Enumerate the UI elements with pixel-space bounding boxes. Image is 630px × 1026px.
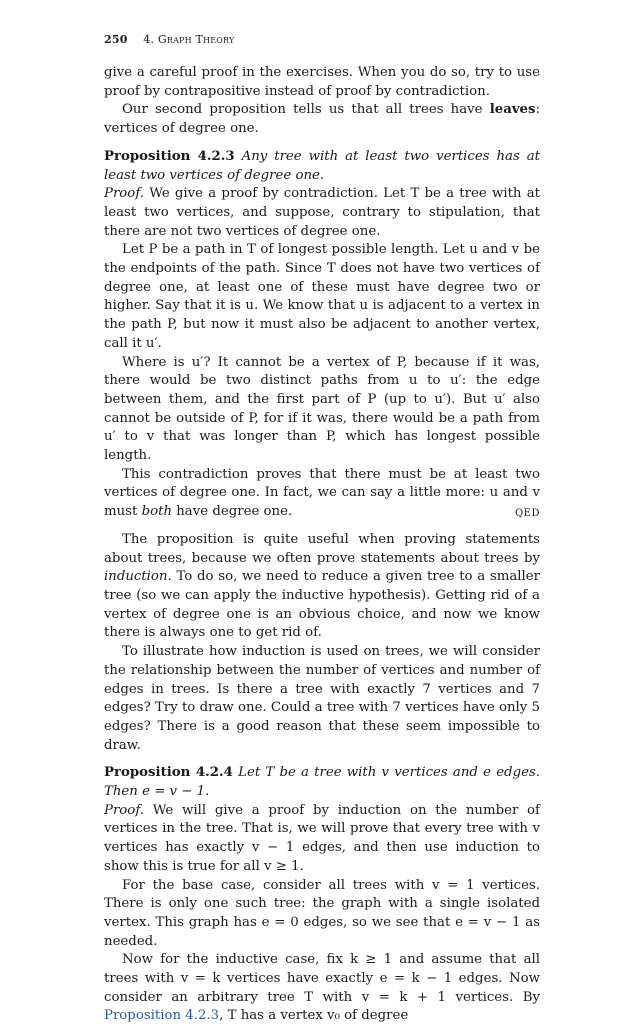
proposition-statement: Any tree with at least two vertices has at least two vertices of degree one. [104, 148, 541, 183]
paragraph: give a careful proof in the exercises. When you do so, try to use proof by contrapositive instead of proof by contradiction. [104, 65, 540, 99]
paragraph: Now for the inductive case, fix k ≥ 1 and assume that all trees with v = k vertices have exactly e = k − 1 edges. Now consider an arbitrary tree T with v = k + 1 vertices. By Proposition 4.2.3, T has a vertex v₀ of degree [104, 952, 540, 1024]
paragraph: For the base case, consider all trees with v = 1 vertices. There is only one such tree: the graph with a single isolated vertex. This graph has e = 0 edges, so we see that e = v − 1 as needed. [104, 877, 540, 949]
running-header [104, 33, 234, 46]
proposition-link[interactable]: Proposition 4.2.3 [104, 1008, 220, 1024]
paragraph: Let P be a path in T of longest possible length. Let u and v be the endpoints of the path. Since T does not have two vertices of degree one, at least one of these must have degree two or higher. Say that it is u. We know that u is adjacent to a vertex in the path P, but now it must also be adjacent to another vertex, call it u′. [104, 242, 540, 351]
proposition-4-2-4 [104, 764, 540, 801]
proposition-label: Proposition 4.2.4 [104, 765, 233, 781]
page-body [104, 64, 540, 1026]
term-leaves: leaves [489, 102, 536, 118]
chapter-title: 4. Graph Theory [143, 33, 235, 46]
paragraph: The proposition is quite useful when proving statements about trees, because we often prove statements about trees by induction. To do so, we need to reduce a given tree to a smaller tree (so we can apply the inductive hypothesis). Getting rid of a vertex of degree one is an obvious choice, and now we know there is always one to get rid of. [104, 531, 540, 641]
page-number: 250 [104, 33, 128, 46]
qed-mark: QED [514, 508, 540, 520]
paragraph: Our second proposition tells us that all trees have leaves: vertices of degree one. [104, 102, 540, 137]
paragraph: Where is u′? It cannot be a vertex of P, because if it was, there would be two distinct paths from u to u′: the edge between them, and the first part of P (up to u′). But u′ also cannot be outside of P, for if it was, there would be a path from u′ to v that was longer than P, which has longest possible length. [104, 354, 540, 464]
proof-paragraph: Proof. We will give a proof by induction on the number of vertices in the tree. That is, we will prove that every tree with v vertices has exactly v − 1 edges, and then use induction to show this is true for all v ≥ 1. [104, 802, 540, 874]
proposition-statement: Let T be a tree with v vertices and e edges. Then e = v − 1. [104, 765, 541, 800]
paragraph: To illustrate how induction is used on trees, we will consider the relationship between the number of vertices and number of edges in trees. Is there a tree with exactly 7 vertices and 7 edges? Try to draw one. Could a tree with 7 vertices have only 5 edges? There is a good reason that these seem impossible to draw. [104, 644, 540, 753]
proof-label: Proof. [104, 802, 144, 818]
paragraph: This contradiction proves that there must be at least two vertices of degree one. In fact, we can say a little more: u and v must both have degree one. QED [104, 466, 540, 522]
proof-paragraph: Proof. We give a proof by contradiction. Let T be a tree with at least two vertices, and suppose, contrary to stipulation, that there are not two vertices of degree one. [104, 186, 540, 239]
proposition-4-2-3 [104, 148, 540, 185]
proposition-label: Proposition 4.2.3 [104, 148, 235, 164]
proof-label: Proof. [104, 186, 144, 202]
